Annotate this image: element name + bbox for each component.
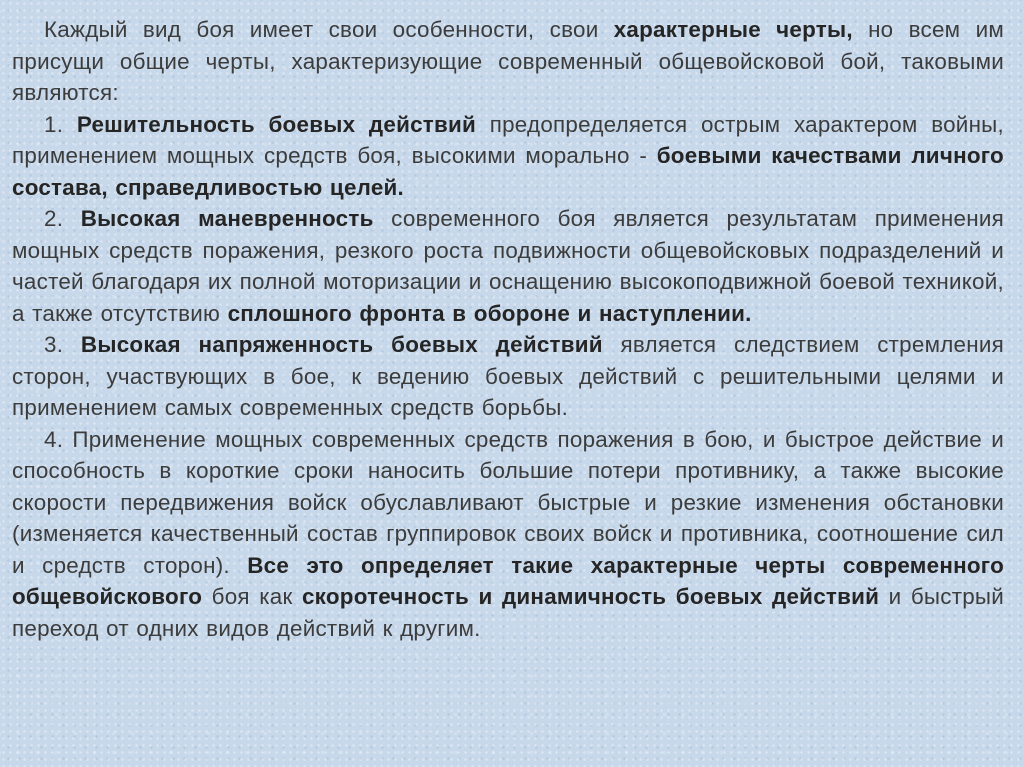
- item-3-number: 3.: [44, 332, 81, 357]
- item-1-number: 1.: [44, 111, 77, 137]
- item-4-bold-transience-dynamism: скоротечность и динамичность боевых действий: [301, 584, 880, 609]
- item-3-text: является следствием стремления сторон, участвующих в бое, к ведению боевых действий с решительными целями и применением самых современных средств борьбы.: [12, 332, 1004, 420]
- item-2-bold-maneuverability: Высокая маневренность: [80, 206, 374, 231]
- intro-text-1: Каждый вид боя имеет свои особенности, свои: [44, 17, 614, 42]
- intro-bold-characteristic-features: характерные черты,: [613, 17, 853, 42]
- item-1-bold-combat-qualities: боевыми качествами личного состава, справедливостью целей.: [12, 143, 1004, 200]
- item-2-paragraph: [12, 203, 1004, 329]
- intro-text-2: но всем им присущи общие черты, характеризующие современный общевойсковой бой, таковыми являются:: [12, 17, 1004, 105]
- item-4-bold-conclusion: Все это определяет такие характерные черты современного общевойскового: [12, 552, 1004, 609]
- item-1-text: предопределяется острым характером войны, применением мощных средств боя, высокими морально -: [12, 111, 1004, 168]
- item-4-paragraph: [12, 424, 1004, 645]
- item-2-bold-continuous-front: сплошного фронта в обороне и наступлении.: [227, 300, 752, 326]
- item-3-paragraph: [12, 329, 1004, 424]
- slide-body: [12, 14, 1004, 754]
- item-4-text-3: и быстрый переход от одних видов действий к другим.: [12, 584, 1005, 641]
- intro-paragraph: [12, 14, 1004, 109]
- item-4-text-2: боя как: [202, 584, 302, 609]
- item-1-paragraph: [12, 109, 1004, 204]
- item-1-bold-decisiveness: Решительность боевых действий: [76, 111, 477, 137]
- item-2-number: 2.: [44, 206, 81, 231]
- item-4-text-1: 4. Применение мощных современных средств поражения в бою, и быстрое действие и способность в короткие сроки наносить большие потери противнику, а также высокие скорости передвижения войск обуславливают быстрые и резкие изменения обстановки (изменяется качественный состав группировок своих войск и противника, соотношение сил и средств сторон).: [12, 426, 1004, 578]
- item-3-bold-intensity: Высокая напряженность боевых действий: [80, 332, 603, 357]
- item-2-text: современного боя является результатам применения мощных средств поражения, резкого роста подвижности общевойсковых подразделений и частей благодаря их полной моторизации и оснащению высокоподвижной боевой техникой, а также отсутствию: [12, 206, 1004, 326]
